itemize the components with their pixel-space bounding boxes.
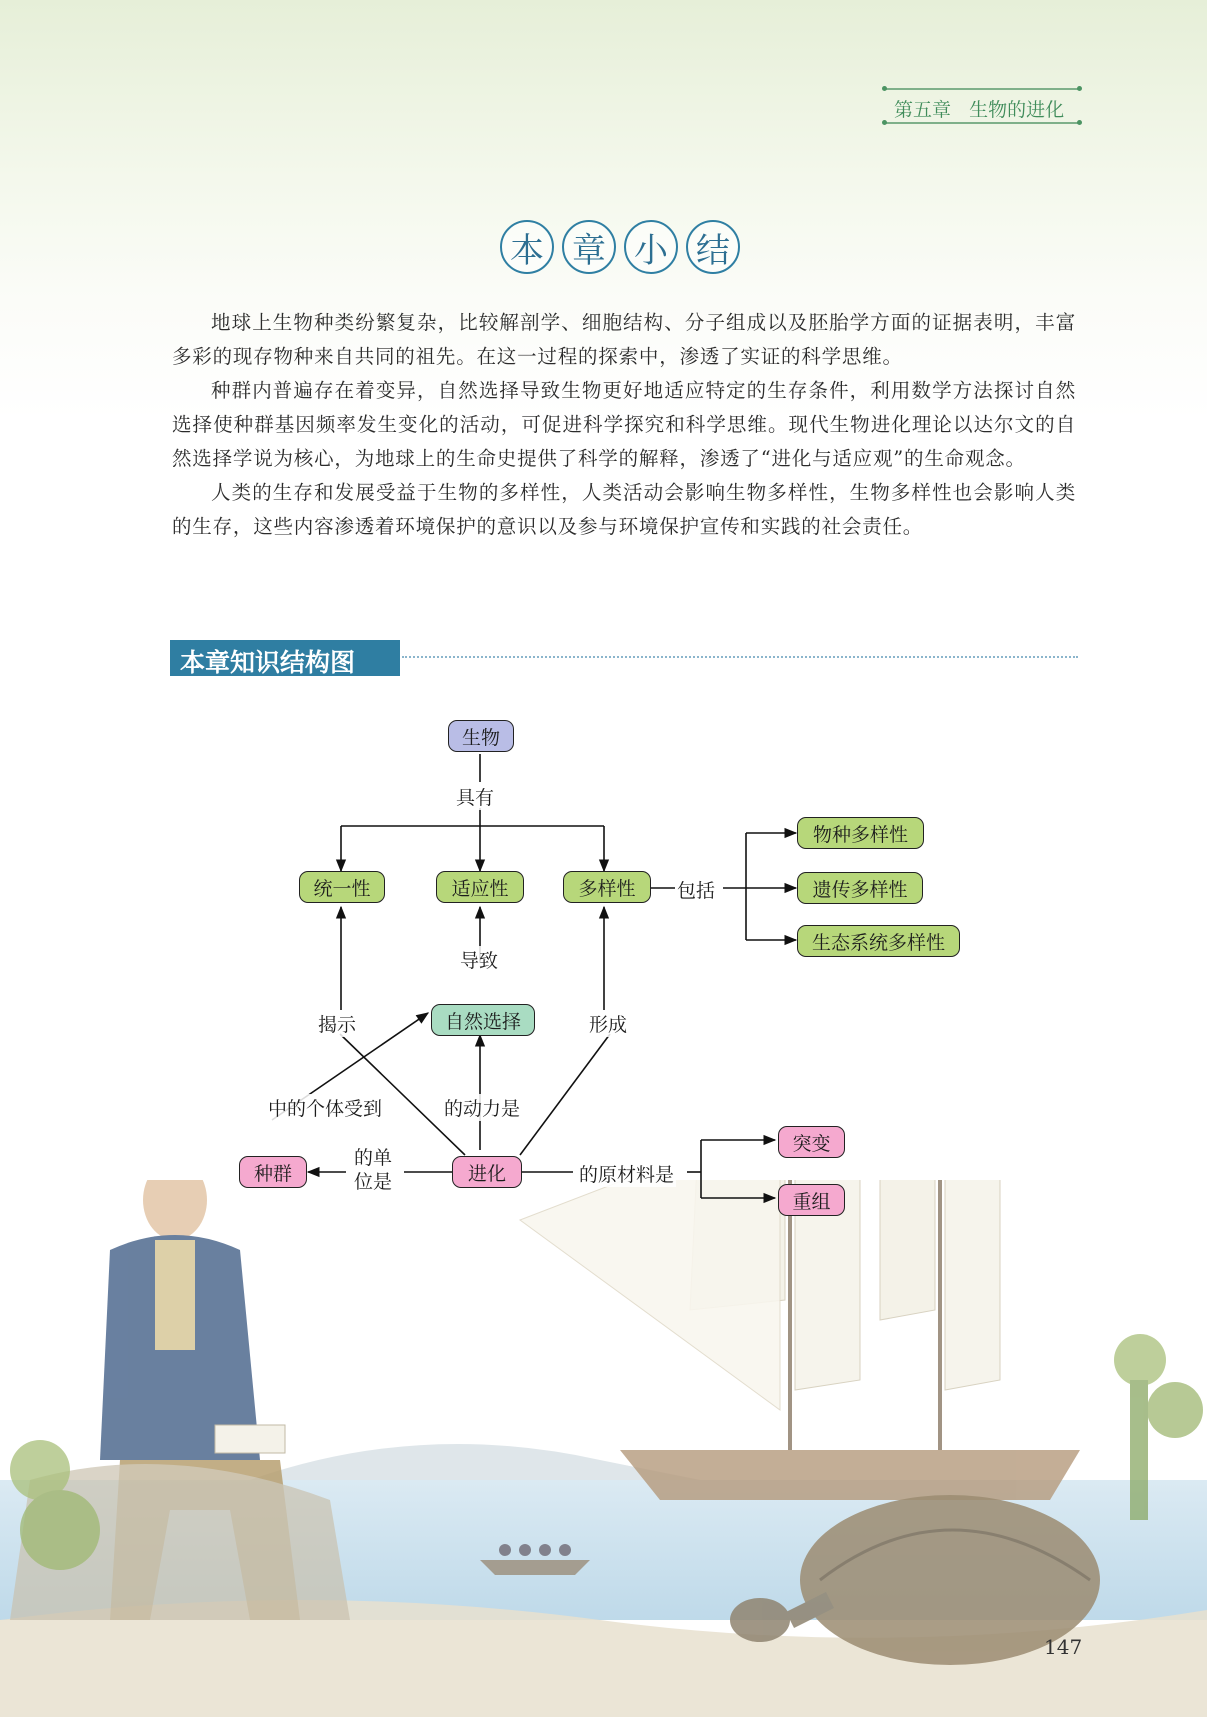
node-organism: 生物: [448, 720, 514, 752]
node-mutation: 突变: [778, 1126, 845, 1158]
label-reveals: 揭示: [316, 1010, 358, 1037]
chapter-title: 生物的进化: [969, 99, 1065, 121]
label-unit-is-line1: 的单: [354, 1147, 393, 1169]
label-raw-material: 的原材料是: [577, 1160, 676, 1187]
chapter-number: 第五章: [894, 99, 952, 121]
node-natural-selection: 自然选择: [431, 1004, 535, 1036]
label-has: 具有: [454, 783, 496, 810]
label-unit-is: [352, 1146, 394, 1194]
node-adaptation: 适应性: [436, 871, 524, 903]
node-genetic-diversity: 遗传多样性: [797, 872, 923, 904]
node-unity: 统一性: [299, 871, 385, 903]
label-driving-force: 的动力是: [442, 1094, 522, 1121]
node-diversity: 多样性: [563, 871, 651, 903]
summary-paragraph: 种群内普遍存在着变异，自然选择导致生物更好地适应特定的生存条件，利用数学方法探讨自然选择使种群基因频率发生变化的活动，可促进科学探究和科学思维。现代生物进化理论以达尔文的自然选择学说为核心，为地球上的生命史提供了科学的解释，渗透了“进化与适应观”的生命观念。: [172, 379, 1076, 470]
title-char: 结: [686, 220, 740, 274]
title-char: 章: [562, 220, 616, 274]
node-population: 种群: [239, 1156, 307, 1188]
node-recombination: 重组: [778, 1184, 845, 1216]
title-char: 小: [624, 220, 678, 274]
node-ecosystem-diversity: 生态系统多样性: [797, 925, 960, 957]
node-species-diversity: 物种多样性: [797, 817, 924, 849]
section-heading-text: 本章知识结构图: [180, 648, 356, 677]
summary-paragraph: 地球上生物种类纷繁复杂，比较解剖学、细胞结构、分子组成以及胚胎学方面的证据表明，丰富多彩的现存物种来自共同的祖先。在这一过程的探索中，渗透了实证的科学思维。: [172, 311, 1076, 368]
label-individuals-subject-to: 中的个体受到: [266, 1094, 384, 1121]
summary-paragraph: 人类的生存和发展受益于生物的多样性，人类活动会影响生物多样性，生物多样性也会影响人类的生存，这些内容渗透着环境保护的意识以及参与环境保护宣传和实践的社会责任。: [172, 481, 1076, 538]
node-evolution: 进化: [452, 1156, 522, 1188]
label-includes: 包括: [675, 876, 717, 903]
label-leads-to: 导致: [458, 946, 500, 973]
page-number: 147: [1044, 1635, 1083, 1659]
title-char: 本: [500, 220, 554, 274]
label-forms: 形成: [587, 1010, 629, 1037]
label-unit-is-line2: 位是: [354, 1171, 393, 1193]
